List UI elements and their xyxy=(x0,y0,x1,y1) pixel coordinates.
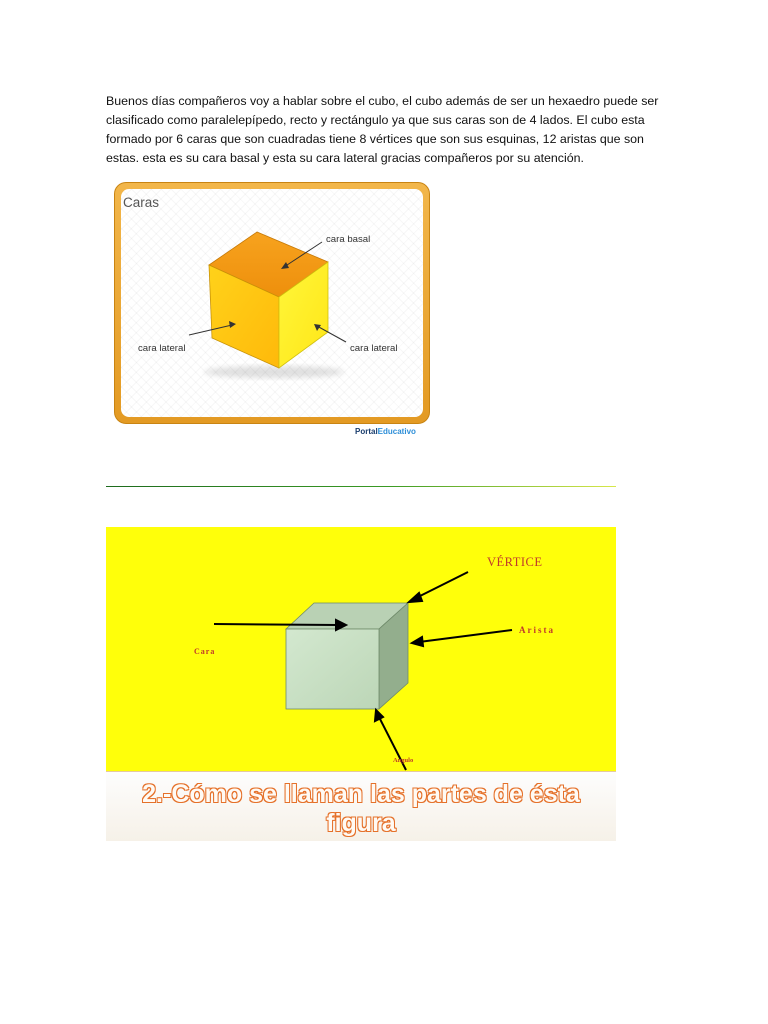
brand-portal: Portal xyxy=(355,427,378,436)
label-cara-lateral-right: cara lateral xyxy=(350,343,398,354)
arrow-vertice xyxy=(416,572,468,598)
label-arista: Arista xyxy=(519,625,555,635)
arrow-cara xyxy=(214,624,338,625)
separator-line xyxy=(106,486,616,487)
label-cara-basal: cara basal xyxy=(326,234,371,245)
parts-figure xyxy=(106,527,616,840)
caras-figure xyxy=(114,182,430,424)
arrowhead-angulo xyxy=(375,710,383,721)
caption-banner xyxy=(106,771,616,841)
caption-text: 2.-Cómo se llaman las partes de ésta figura xyxy=(142,780,580,837)
label-vertice: VÉRTICE xyxy=(487,555,543,569)
portal-educativo-logo xyxy=(355,427,416,436)
label-angulo: Angulo xyxy=(393,757,414,764)
cube-illustration xyxy=(114,182,430,424)
brand-educativo: Educativo xyxy=(377,427,416,436)
label-cara: Cara xyxy=(194,647,216,656)
arrowhead-arista xyxy=(412,637,423,646)
parts-cube-front xyxy=(286,629,379,709)
intro-paragraph: Buenos días compañeros voy a hablar sobre el cubo, el cubo además de ser un hexaedro puede ser clasificado como paralelepípedo, recto y rectángulo ya que sus caras son de 4 lados. El cubo esta formado por 6 caras que son cuadradas tiene 8 vértices que son sus esquinas, 12 aristas que son estas. esta es su cara basal y esta su cara lateral gracias compañeros por su atención. xyxy=(106,94,659,165)
cube-shadow xyxy=(204,366,344,378)
label-cara-lateral-left: cara lateral xyxy=(138,343,186,354)
arrow-arista xyxy=(419,630,512,642)
figure-title: Caras xyxy=(123,195,160,210)
arrowhead-vertice xyxy=(409,593,422,602)
